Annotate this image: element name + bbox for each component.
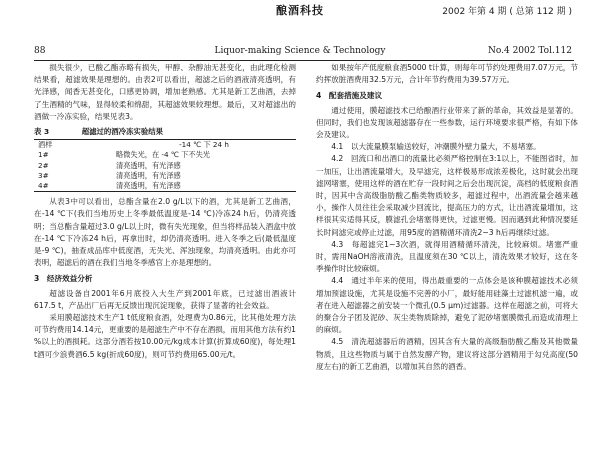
left-column (34, 62, 296, 361)
page-number: 88 (34, 46, 46, 56)
freeze-test-table (34, 139, 296, 192)
table-cell-result: 清亮透明，有光泽感 (116, 160, 181, 170)
section-heading: 4 配套措施及建议 (316, 91, 383, 101)
section-heading: 3 经济效益分析 (34, 274, 93, 284)
table-cell-sample: 4# (34, 181, 112, 192)
issue-info-cn: 2002 年第 4 期 ( 总第 112 期 ) (442, 7, 572, 17)
paragraph: 损失很少，已酸乙酯赤略有损失，甲醇、杂醇油无甚变化，由此理化检测结果看，超滤效果是理想的。由表2可以看出，超滤之后的酒液清亮透明，有光泽感，闻香无甚变化，口感更协调，增加老熟感。尤其是新工艺曲酒，去掉了生酒精的气味，显得较柔和绵甜，其超滤效果较理想。最后，又对超滤出的酒做一冷冻实验，结果见表3。 (34, 63, 296, 121)
table-cell-sample: 2# (38, 160, 49, 170)
table-header-row (34, 140, 296, 151)
issue-info-en: No.4 2002 Tol.112 (488, 46, 572, 56)
table-number: 表 3 (34, 127, 50, 137)
table-row (34, 161, 296, 171)
paragraph: 4.4 通过半年来的使用，得出最重要的一点体会是该种膜超滤技术必须增加预滤设施，尤其是设施不完善的小厂，最好能用硅藻土过滤机滤一遍，或者在进入超滤器之前安装一个微孔(0.5 μm)过滤器。这样在超滤之前，可将大的聚合分子团及泥砂、灰尘类物质除掉，避免了泥砂堵塞膜微孔而造成清理上的麻烦。 (316, 276, 578, 335)
table-cell-sample: 1# (38, 150, 49, 160)
table-row (34, 171, 296, 181)
paragraph: 4.3 每超滤完1~3次酒，就得用酒精循环清洗，比较麻烦。堵塞严重时，需用NaOH溶液清洗，且温度须在30 ℃以上，清洗效果才较好，这在冬季操作时比较麻烦。 (316, 239, 578, 274)
right-column (316, 62, 578, 373)
paragraph: 4.2 回流口和出酒口的流量比必须严格控制在3:1以上，不能图省时，加一加压，让出酒流量增大，及早滤完，这样极易形成浓差极化，这时就会出现滤网堵塞，使用这样的酒在贮存一段时间之后会出现沉淀，高档的低度粮食酒时，因其中含高级脂肪酸乙酯类物质较多，超滤过程中，出酒流量会越来越小，操作人员往往会采取减少回流比，提高压力的方式，让出酒流量增加，这样很其实适得其反，膜滤孔会堵塞得更快，过滤更慢。因而遇到此种情况要延长时间滤完或停止过滤，用95度的酒精循环清洗2~3 h后再继续过滤。 (316, 154, 578, 237)
paragraph: 通过使用，膜超滤技术已给酿酒行业带来了新的革命，其效益是显著的。但同时，我们也发现该超滤器存在一些参数，运行环境要求很严格，有如下体会及建议。 (316, 105, 578, 140)
paragraph: 如果按年产低度粮食酒5000 t计算，则每年可节约处理费用7.07万元，节约挥放脏酒费用32.5万元，合计年节约费用为39.57万元。 (316, 63, 578, 85)
paragraph: 4.1 以大流量膜泵输送较好，冲潮膜外壁力量大，不易堵塞。 (331, 142, 541, 152)
table-row (34, 181, 296, 192)
table-cell-sample: 3# (38, 170, 49, 180)
table-cell-result: 清亮透明，有光泽感 (112, 181, 296, 192)
paragraph: 采用膜超滤技术生产1 t低度粮食酒，处理费为0.86元，比其他处理方法可节约费用14.14元，更重要的是超滤生产中不存在酒损，而用其他方法有约1 %以上的酒损耗。这部分酒若按10.00元/kg成本计算(折算成60度)，每处理1 t酒可少浪费酒6.5 kg(折成60度)，则可节约费用65.00元/t。 (34, 313, 296, 359)
paragraph: 超滤设备自2001年6月底投入大生产到2001年底，已过滤出酒液计617.5 t，产品出厂后再无反馈出现沉淀现象，获得了显著的社会效益。 (34, 288, 296, 310)
table-cell-result: 略微失光，在 -4 ℃ 下不失光 (116, 150, 210, 160)
paragraph: 从表3中可以看出，总酯含量在2.0 g/L以下的酒，尤其是新工艺曲酒，在-14 ℃下(我们当地历史上冬季最低温度是-14 ℃)冷冻24 h后，仍清亮透明；当总酯含量超过3.0 g/L以上时，微有失光现象，但当将样品装入酒盒中放在-14 ℃下冷冻24 h后，再拿出时，却仍清亮透明。进入冬季之后(最低温度是-9 ℃)，抽查成品库中低度酒，无失光、浑浊现象，均清亮透明。由此亦可表明，超滤后的酒在我们当地冬季感官上亦是理想的。 (34, 197, 296, 268)
header-rule (34, 60, 574, 61)
table-header-condition: -14 ℃ 下 24 h (112, 140, 296, 151)
table-caption (34, 126, 296, 138)
table-title: 超滤过的酒冷冻实验结果 (81, 127, 163, 137)
table-header-sample: 酒样 (34, 140, 112, 151)
table-cell-result: 清亮透明，有光泽感 (116, 170, 181, 180)
journal-title-cn: 酿酒科技 (276, 4, 324, 17)
page-header (0, 0, 600, 60)
journal-title-en: Liquor-making Science & Technology (214, 46, 386, 56)
paragraph: 4.5 清洗超滤器后的酒精，因其含有大量的高级脂肪酸乙酯及其他微量物质，且这些物质与属于自然发酵产物，建议将这部分酒精用于勾兑高度(50度左右)的新工艺曲酒，以增加其自然的酒香。 (316, 337, 578, 371)
table-row (34, 150, 296, 160)
